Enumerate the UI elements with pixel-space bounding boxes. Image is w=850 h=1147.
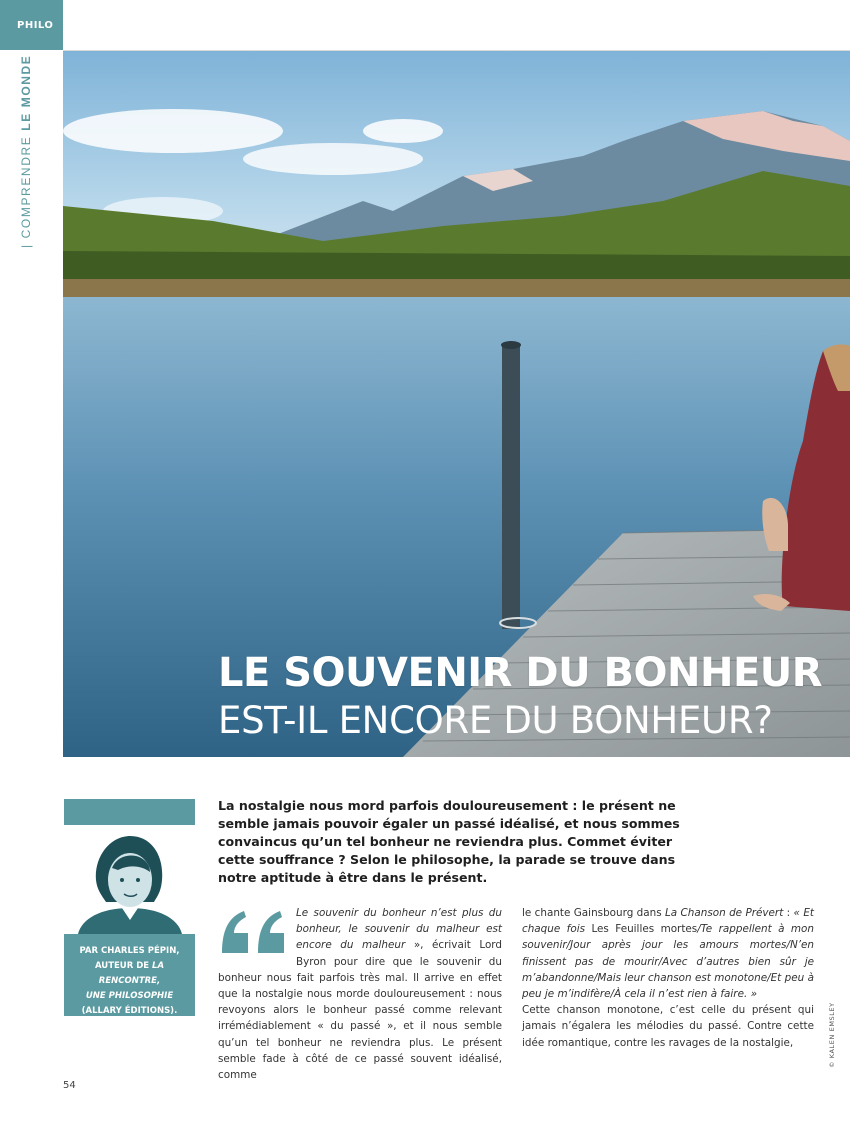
lyric-title: Les Feuilles mortes xyxy=(591,923,698,936)
body-text-2a: le chante Gainsbourg dans xyxy=(522,907,666,919)
headline-line2: EST-IL ENCORE DU BONHEUR? xyxy=(218,699,773,742)
body-text-2b: : xyxy=(783,907,791,919)
body-paragraph-3: Cette chanson monotone, c’est celle du présent qui jamais n’égalera les mélodies du passé. Contre cette idée romantique, contre les ravages de la nostalgie, xyxy=(522,1004,814,1049)
author-role-line xyxy=(64,959,195,989)
body-column-1 xyxy=(218,905,502,1083)
author-role: AUTEUR DE xyxy=(94,961,153,971)
rubric-prefix: | xyxy=(19,238,33,248)
hero-photo xyxy=(63,51,850,757)
section-tag xyxy=(0,0,63,50)
author-book-title-2: UNE PHILOSOPHIE xyxy=(85,991,174,1001)
author-portrait-illustration xyxy=(64,828,195,934)
rubric xyxy=(19,45,33,248)
headline xyxy=(218,648,838,744)
lyric-part-b: /Te rappellent à mon souvenir/Jour après jour les amours mortes/N’en finissent pas de mourir/Avec d’autres bien sûr je m’abandonne/Mais leur chanson est monotone/Et peu à peu je m’indifère/À cela il n’est rien à faire. » xyxy=(522,923,814,1001)
lyric-part-a: « Et chaque fois xyxy=(522,907,814,936)
byron-quote: Le souvenir du bonheur n’est plus du bonheur, le souvenir du malheur est encore du malheur xyxy=(296,907,502,952)
author-publisher: (ALLARY ÉDITIONS). xyxy=(81,1006,178,1016)
rubric-suffix: | xyxy=(19,44,33,55)
quote-mark-icon xyxy=(218,907,292,955)
author-name: PAR CHARLES PÉPIN, xyxy=(79,946,180,956)
photo-credit: © KALEN EMSLEY xyxy=(828,1002,836,1068)
author-caption xyxy=(64,934,195,1016)
body-text-1: », écrivait Lord Byron pour dire que le souvenir du bonheur nous fait parfois très mal. Il arrive en effet que la nostalgie nous morde douloureusement : nous revoyons alors le bonheur passé comme relevant irrémédiablement « du passé », et il nous semble qu’un tel bonheur ne reviendra plus. Le présent semble fade à côté de ce passé souvent idéalisé, comme xyxy=(218,939,502,1082)
body-column-2 xyxy=(522,905,814,1051)
author-book-title-1: LA RENCONTRE, xyxy=(98,961,165,986)
page-number: 54 xyxy=(63,1080,76,1091)
song-title: La Chanson de Prévert xyxy=(665,907,784,919)
body-paragraph-2 xyxy=(522,905,814,1002)
author-portrait xyxy=(64,828,195,934)
section-label: PHILO xyxy=(17,19,54,31)
rubric-word1: COMPRENDRE xyxy=(19,135,33,239)
rubric-word2: LE MONDE xyxy=(19,54,33,136)
author-band xyxy=(64,799,195,825)
article-lead: La nostalgie nous mord parfois douloureusement : le présent ne semble jamais pouvoir égaler un passé idéalisé, et nous sommes convaincus qu’un tel bonheur ne reviendra plus. Commet éviter cette souffrance ? Selon le philosophe, la parade se trouve dans notre aptitude à être dans le présent. xyxy=(218,798,680,885)
headline-line1: LE SOUVENIR DU BONHEUR xyxy=(218,650,823,696)
